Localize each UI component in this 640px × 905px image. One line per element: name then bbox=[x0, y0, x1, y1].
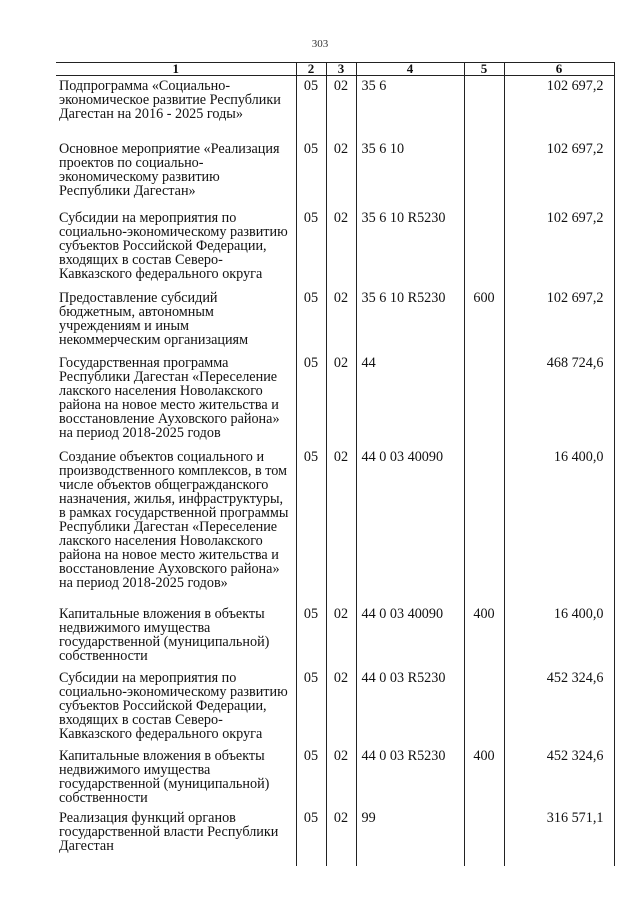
row-name: Создание объектов социального и производственного комплексов, в том числе объектов общегражданского назначения, жилья, инфраструктуры, в рамках государственной программы Республики Дагестан «Переселение лакского населения Новолакского района на новое место жительства и восстановление Ауховского района» на период 2018-2025 годов» bbox=[56, 447, 296, 604]
table-row bbox=[56, 668, 614, 746]
table-row bbox=[56, 139, 614, 208]
row-target-code: 44 0 03 R5230 bbox=[356, 668, 464, 746]
row-amount: 468 724,6 bbox=[504, 353, 614, 447]
row-expense-type: 400 bbox=[464, 604, 504, 668]
column-header-4: 4 bbox=[356, 63, 464, 76]
row-expense-type: 600 bbox=[464, 288, 504, 353]
row-subsection: 02 bbox=[326, 746, 356, 808]
row-name: Субсидии на мероприятия по социально-экономическому развитию субъектов Российской Федерации, входящих в состав Северо-Кавказского федерального округа bbox=[56, 208, 296, 288]
row-target-code: 35 6 10 R5230 bbox=[356, 208, 464, 288]
row-expense-type: 400 bbox=[464, 746, 504, 808]
row-section: 05 bbox=[296, 808, 326, 866]
table-row bbox=[56, 353, 614, 447]
row-subsection: 02 bbox=[326, 604, 356, 668]
table-row bbox=[56, 208, 614, 288]
row-amount: 102 697,2 bbox=[504, 288, 614, 353]
table-row bbox=[56, 604, 614, 668]
row-subsection: 02 bbox=[326, 447, 356, 604]
row-section: 05 bbox=[296, 668, 326, 746]
row-target-code: 99 bbox=[356, 808, 464, 866]
table-row bbox=[56, 288, 614, 353]
row-section: 05 bbox=[296, 447, 326, 604]
row-name: Государственная программа Республики Дагестан «Переселение лакского населения Новолакского района на новое место жительства и восстановление Ауховского района» на период 2018-2025 годов bbox=[56, 353, 296, 447]
row-target-code: 44 0 03 40090 bbox=[356, 604, 464, 668]
row-expense-type bbox=[464, 808, 504, 866]
row-amount: 452 324,6 bbox=[504, 746, 614, 808]
row-expense-type bbox=[464, 208, 504, 288]
row-target-code: 44 0 03 R5230 bbox=[356, 746, 464, 808]
row-subsection: 02 bbox=[326, 208, 356, 288]
table-row bbox=[56, 746, 614, 808]
row-subsection: 02 bbox=[326, 668, 356, 746]
row-target-code: 35 6 10 bbox=[356, 139, 464, 208]
row-name: Основное мероприятие «Реализация проектов по социально-экономическому развитию Республики Дагестан» bbox=[56, 139, 296, 208]
row-amount: 102 697,2 bbox=[504, 208, 614, 288]
row-amount: 102 697,2 bbox=[504, 76, 614, 139]
row-section: 05 bbox=[296, 288, 326, 353]
row-target-code: 44 0 03 40090 bbox=[356, 447, 464, 604]
row-name: Капитальные вложения в объекты недвижимого имущества государственной (муниципальной) собственности bbox=[56, 604, 296, 668]
row-subsection: 02 bbox=[326, 76, 356, 139]
column-header-1: 1 bbox=[56, 63, 296, 76]
table-row bbox=[56, 447, 614, 604]
row-expense-type bbox=[464, 353, 504, 447]
row-name: Предоставление субсидий бюджетным, автономным учреждениям и иным некоммерческим организациям bbox=[56, 288, 296, 353]
row-section: 05 bbox=[296, 353, 326, 447]
row-subsection: 02 bbox=[326, 139, 356, 208]
row-target-code: 44 bbox=[356, 353, 464, 447]
row-section: 05 bbox=[296, 604, 326, 668]
row-amount: 16 400,0 bbox=[504, 447, 614, 604]
row-subsection: 02 bbox=[326, 353, 356, 447]
row-section: 05 bbox=[296, 139, 326, 208]
row-expense-type bbox=[464, 668, 504, 746]
row-expense-type bbox=[464, 76, 504, 139]
column-header-5: 5 bbox=[464, 63, 504, 76]
table-row bbox=[56, 76, 614, 139]
row-amount: 316 571,1 bbox=[504, 808, 614, 866]
row-section: 05 bbox=[296, 208, 326, 288]
row-name: Субсидии на мероприятия по социально-экономическому развитию субъектов Российской Федерации, входящих в состав Северо-Кавказского федерального округа bbox=[56, 668, 296, 746]
row-amount: 102 697,2 bbox=[504, 139, 614, 208]
column-number-row bbox=[56, 63, 614, 76]
column-header-3: 3 bbox=[326, 63, 356, 76]
column-header-2: 2 bbox=[296, 63, 326, 76]
row-expense-type bbox=[464, 447, 504, 604]
row-amount: 452 324,6 bbox=[504, 668, 614, 746]
row-name: Капитальные вложения в объекты недвижимого имущества государственной (муниципальной) собственности bbox=[56, 746, 296, 808]
row-subsection: 02 bbox=[326, 288, 356, 353]
table-row bbox=[56, 808, 614, 866]
page-number: 303 bbox=[311, 38, 329, 50]
row-expense-type bbox=[464, 139, 504, 208]
budget-table bbox=[56, 62, 615, 866]
row-target-code: 35 6 bbox=[356, 76, 464, 139]
row-amount: 16 400,0 bbox=[504, 604, 614, 668]
row-subsection: 02 bbox=[326, 808, 356, 866]
row-section: 05 bbox=[296, 76, 326, 139]
row-section: 05 bbox=[296, 746, 326, 808]
row-name: Реализация функций органов государственной власти Республики Дагестан bbox=[56, 808, 296, 866]
row-name: Подпрограмма «Социально-экономическое развитие Республики Дагестан на 2016 - 2025 годы» bbox=[56, 76, 296, 139]
row-target-code: 35 6 10 R5230 bbox=[356, 288, 464, 353]
column-header-6: 6 bbox=[504, 63, 614, 76]
